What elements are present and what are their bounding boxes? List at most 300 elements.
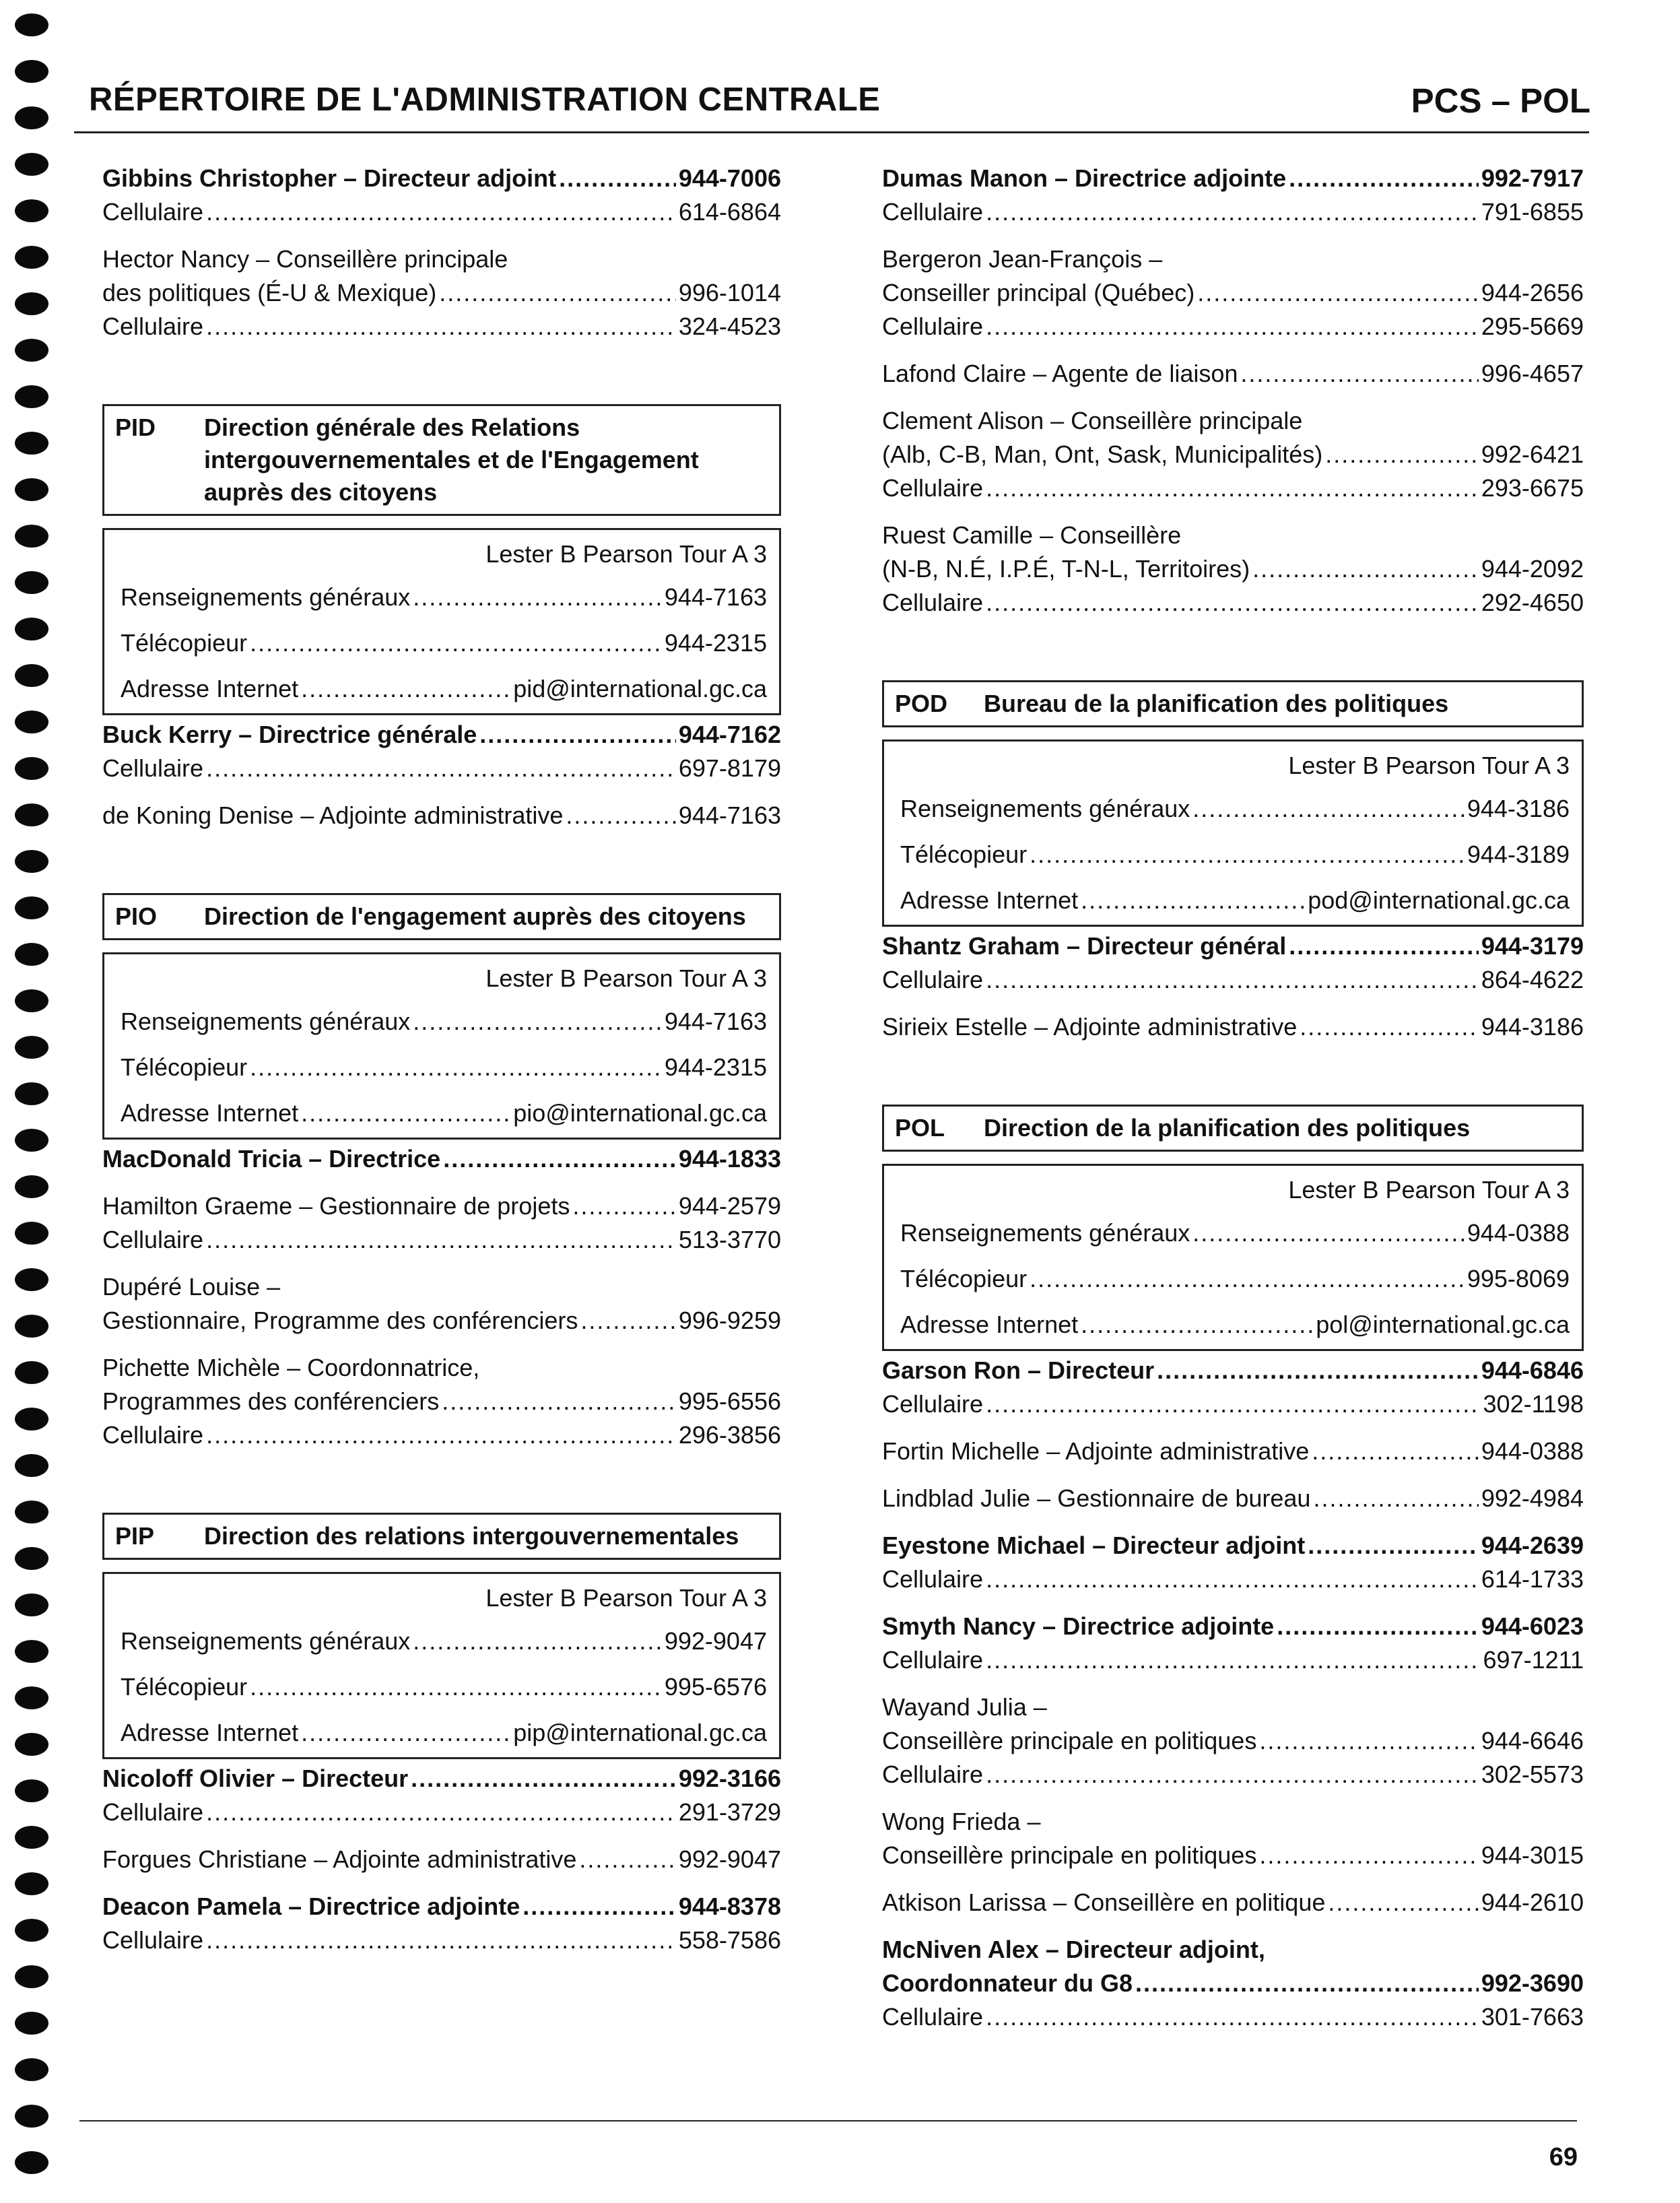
unit-contact-box xyxy=(882,739,1584,927)
section-gap xyxy=(102,357,781,391)
directory-entry xyxy=(102,1189,781,1257)
entry-line xyxy=(882,1435,1584,1468)
phone-number: 944-3179 xyxy=(1481,932,1584,960)
general-info xyxy=(900,786,1570,832)
fax-value: 944-2315 xyxy=(664,1053,767,1081)
entry-line xyxy=(102,162,781,195)
phone-number: 944-2092 xyxy=(1481,555,1584,583)
dot-leader xyxy=(986,1643,1480,1677)
directory-entry xyxy=(882,1435,1584,1468)
phone-number: 996-9259 xyxy=(678,1307,781,1334)
fax xyxy=(121,1045,767,1090)
dot-leader xyxy=(301,1090,510,1136)
dot-leader xyxy=(1313,1482,1478,1515)
dot-leader xyxy=(250,620,662,666)
cell-number: 302-1198 xyxy=(1483,1390,1584,1418)
entry-label: Conseillère principale en politiques xyxy=(882,1727,1257,1754)
phone-number: 992-6421 xyxy=(1481,440,1584,468)
section-gap xyxy=(882,1057,1584,1091)
dot-leader xyxy=(1030,832,1465,878)
unit-name: Direction de la planification des politiques xyxy=(984,1114,1471,1142)
entry-line xyxy=(882,929,1584,963)
entry-line xyxy=(882,1354,1584,1387)
dot-leader xyxy=(206,1418,676,1452)
directory-entry xyxy=(882,404,1584,505)
unit-contact-box xyxy=(882,1164,1584,1351)
entry-label: Fortin Michelle – Adjointe administrative xyxy=(882,1437,1310,1465)
entry-line xyxy=(882,1839,1584,1872)
dot-leader xyxy=(986,471,1479,505)
entry-label: Eyestone Michael – Directeur adjoint xyxy=(882,1532,1306,1559)
phone-number: 995-6556 xyxy=(678,1387,781,1415)
unit-code: POD xyxy=(895,690,948,717)
cell-number: 697-8179 xyxy=(678,754,781,782)
section-gap xyxy=(102,846,781,880)
entry-label: Ruest Camille – Conseillère xyxy=(882,521,1182,549)
general-info xyxy=(121,574,767,620)
fax-label: Télécopieur xyxy=(121,1673,248,1701)
right-column xyxy=(882,162,1584,2047)
unit-header-box xyxy=(102,893,781,940)
binder-hole xyxy=(15,106,48,129)
entry-line xyxy=(102,1142,781,1176)
binder-hole xyxy=(15,664,48,687)
binder-hole xyxy=(15,1036,48,1059)
fax-label: Télécopieur xyxy=(121,629,248,657)
phone-number: 944-7162 xyxy=(678,721,781,748)
dot-leader xyxy=(413,1618,662,1664)
fax xyxy=(121,1664,767,1710)
binder-hole xyxy=(15,1082,48,1105)
dot-leader xyxy=(559,162,676,195)
dot-leader xyxy=(413,574,662,620)
internet-address-label: Adresse Internet xyxy=(121,675,299,702)
entry-label: Cellulaire xyxy=(882,198,984,226)
dot-leader xyxy=(579,1843,676,1876)
dot-leader xyxy=(1308,1529,1479,1563)
entry-label: Atkison Larissa – Conseillère en politique xyxy=(882,1888,1326,1916)
directory-entry xyxy=(882,1933,1584,2034)
internet-address-label: Adresse Internet xyxy=(900,1311,1079,1338)
directory-entry xyxy=(882,1886,1584,1919)
unit-staff-list xyxy=(102,1142,781,1452)
unit-code: POL xyxy=(895,1114,945,1142)
entry-label: Garson Ron – Directeur xyxy=(882,1356,1155,1384)
entry-line xyxy=(102,276,781,310)
general-info-label: Renseignements généraux xyxy=(121,583,411,611)
entry-label: Hamilton Graeme – Gestionnaire de projets xyxy=(102,1192,570,1220)
entry-label: Pichette Michèle – Coordonnatrice, xyxy=(102,1354,480,1381)
directory-entry xyxy=(882,1805,1584,1872)
binder-hole xyxy=(15,1222,48,1245)
internet-address-value[interactable]: pid@international.gc.ca xyxy=(513,675,767,702)
phone-number: 944-2656 xyxy=(1481,279,1584,306)
binder-hole xyxy=(15,1547,48,1570)
unit-name: Bureau de la planification des politiques xyxy=(984,690,1449,717)
dot-leader xyxy=(986,586,1479,620)
binder-hole xyxy=(15,1779,48,1802)
binder-hole xyxy=(15,2105,48,2128)
cell-number: 295-5669 xyxy=(1481,313,1584,340)
entry-line xyxy=(882,586,1584,620)
entry-label: Cellulaire xyxy=(882,1646,984,1674)
binder-hole xyxy=(15,618,48,640)
phone-number: 992-3166 xyxy=(678,1765,781,1792)
entry-line xyxy=(102,242,781,276)
entry-label: Cellulaire xyxy=(882,1761,984,1788)
entry-line xyxy=(102,1270,781,1304)
entry-line xyxy=(882,1690,1584,1724)
entry-line xyxy=(102,1923,781,1957)
entry-label: Gestionnaire, Programme des conférenciers xyxy=(102,1307,578,1334)
left-column xyxy=(102,162,781,1971)
dot-leader xyxy=(1289,929,1479,963)
fax-label: Télécopieur xyxy=(121,1053,248,1081)
entry-label: Wayand Julia – xyxy=(882,1693,1047,1721)
dot-leader xyxy=(479,718,676,752)
phone-number: 996-1014 xyxy=(678,279,781,306)
fax xyxy=(900,1256,1570,1302)
entry-line xyxy=(882,1758,1584,1791)
general-info xyxy=(900,1210,1570,1256)
unit-address: Lester B Pearson Tour A 3 xyxy=(485,964,767,992)
dot-leader xyxy=(250,1045,662,1090)
dot-leader xyxy=(1312,1435,1479,1468)
binder-hole xyxy=(15,339,48,362)
directory-entry xyxy=(882,519,1584,620)
dot-leader xyxy=(1259,1839,1479,1872)
dot-leader xyxy=(986,1387,1480,1421)
cell-number: 291-3729 xyxy=(678,1798,781,1826)
unit-staff-list xyxy=(882,1354,1584,2034)
unit-contact-box xyxy=(102,1572,781,1759)
entry-line xyxy=(102,1351,781,1385)
unit-contact-box xyxy=(102,528,781,715)
fax-label: Télécopieur xyxy=(900,1265,1028,1292)
general-info xyxy=(121,1618,767,1664)
internet-address-value[interactable]: pio@international.gc.ca xyxy=(513,1099,767,1127)
entry-label: Cellulaire xyxy=(102,1226,204,1253)
dot-leader xyxy=(572,1189,676,1223)
directory-entry xyxy=(882,242,1584,343)
dot-leader xyxy=(413,999,662,1045)
unit-staff-list xyxy=(102,1762,781,1957)
unit-address: Lester B Pearson Tour A 3 xyxy=(1288,1176,1570,1204)
header-rule xyxy=(74,131,1589,133)
dot-leader xyxy=(206,195,676,229)
entry-label: Cellulaire xyxy=(882,2003,984,2031)
unit-code: PIO xyxy=(115,902,158,930)
dot-leader xyxy=(206,1223,676,1257)
dot-leader xyxy=(1135,1967,1479,2000)
directory-entry xyxy=(102,162,781,229)
binder-hole xyxy=(15,525,48,548)
entry-line xyxy=(102,1796,781,1829)
entry-label: Cellulaire xyxy=(102,1926,204,1954)
general-info-value: 992-9047 xyxy=(664,1627,767,1655)
entry-line xyxy=(882,963,1584,997)
directory-entry xyxy=(882,1010,1584,1044)
binder-hole xyxy=(15,1593,48,1616)
internet-address-label: Adresse Internet xyxy=(900,886,1079,914)
entry-label: Gibbins Christopher – Directeur adjoint xyxy=(102,164,557,192)
entry-label: Cellulaire xyxy=(882,1390,984,1418)
entry-line xyxy=(102,1385,781,1418)
entry-line xyxy=(882,1387,1584,1421)
binder-hole xyxy=(15,1315,48,1338)
entry-line xyxy=(102,752,781,785)
unit-address: Lester B Pearson Tour A 3 xyxy=(485,540,767,568)
general-info-value: 944-7163 xyxy=(664,1008,767,1035)
directory-entry xyxy=(882,1482,1584,1515)
unit-header-box xyxy=(102,1513,781,1560)
phone-number: 992-9047 xyxy=(678,1845,781,1873)
page-number: 69 xyxy=(1549,2143,1578,2171)
binder-hole xyxy=(15,1408,48,1431)
entry-line xyxy=(882,1610,1584,1643)
binder-hole xyxy=(15,943,48,966)
cell-number: 293-6675 xyxy=(1481,474,1584,502)
cell-number: 614-1733 xyxy=(1481,1565,1584,1593)
general-info-label: Renseignements généraux xyxy=(121,1008,411,1035)
dot-leader xyxy=(206,1923,676,1957)
binder-hole xyxy=(15,2151,48,2174)
entry-line xyxy=(882,1724,1584,1758)
dot-leader xyxy=(439,276,676,310)
binder-hole xyxy=(15,803,48,826)
entry-line xyxy=(882,310,1584,343)
fax xyxy=(900,832,1570,878)
internet-address-value[interactable]: pol@international.gc.ca xyxy=(1316,1311,1570,1338)
phone-number: 944-6023 xyxy=(1481,1612,1584,1640)
binder-hole xyxy=(15,1268,48,1291)
entry-line xyxy=(882,1529,1584,1563)
entry-label: Cellulaire xyxy=(102,313,204,340)
general-info-label: Renseignements généraux xyxy=(121,1627,411,1655)
dot-leader xyxy=(1081,1302,1313,1348)
page-range: PCS – POL xyxy=(1411,81,1590,120)
entry-line xyxy=(882,404,1584,438)
unit-header-box xyxy=(882,680,1584,727)
dot-leader xyxy=(580,1304,676,1338)
entry-line xyxy=(882,1482,1584,1515)
unit-contact-box xyxy=(102,952,781,1140)
entry-label: Cellulaire xyxy=(882,313,984,340)
cell-number: 301-7663 xyxy=(1481,2003,1584,2031)
binder-hole xyxy=(15,246,48,269)
entry-label: Smyth Nancy – Directrice adjointe xyxy=(882,1612,1275,1640)
unit-address: Lester B Pearson Tour A 3 xyxy=(485,1584,767,1612)
directory-entry xyxy=(102,1270,781,1338)
phone-number: 944-7163 xyxy=(678,801,781,829)
cell-number: 864-4622 xyxy=(1481,966,1584,993)
general-info xyxy=(121,999,767,1045)
dot-leader xyxy=(986,1563,1479,1596)
dot-leader xyxy=(301,666,510,712)
entry-line xyxy=(102,1418,781,1452)
entry-label: Buck Kerry – Directrice générale xyxy=(102,721,477,748)
binder-hole xyxy=(15,896,48,919)
fax-value: 944-3189 xyxy=(1467,841,1570,868)
dot-leader xyxy=(1300,1010,1479,1044)
dot-leader xyxy=(411,1762,676,1796)
internet-address-value[interactable]: pip@international.gc.ca xyxy=(513,1719,767,1746)
unit-header-box xyxy=(882,1105,1584,1152)
unit-code: PID xyxy=(115,414,156,441)
phone-number: 992-4984 xyxy=(1481,1484,1584,1512)
entry-line xyxy=(882,519,1584,552)
directory-entry xyxy=(102,1142,781,1176)
binder-hole xyxy=(15,757,48,780)
directory-entry xyxy=(102,1843,781,1876)
dot-leader xyxy=(1252,552,1479,586)
entry-label: (Alb, C-B, Man, Ont, Sask, Municipalités) xyxy=(882,440,1323,468)
binder-hole xyxy=(15,1129,48,1152)
fax-value: 995-6576 xyxy=(664,1673,767,1701)
fax xyxy=(121,620,767,666)
cell-number: 513-3770 xyxy=(678,1226,781,1253)
binder-hole xyxy=(15,1919,48,1942)
entry-label: Programmes des conférenciers xyxy=(102,1387,440,1415)
entry-label: Lindblad Julie – Gestionnaire de bureau xyxy=(882,1484,1311,1512)
dot-leader xyxy=(206,310,676,343)
phone-number: 944-3186 xyxy=(1481,1013,1584,1041)
binder-hole xyxy=(15,1640,48,1663)
dot-leader xyxy=(986,2000,1479,2034)
internet-address-value[interactable]: pod@international.gc.ca xyxy=(1308,886,1570,914)
directory-entry xyxy=(882,1690,1584,1791)
phone-number: 944-8378 xyxy=(678,1893,781,1920)
entry-label: Lafond Claire – Agente de liaison xyxy=(882,360,1238,387)
entry-line xyxy=(882,552,1584,586)
directory-entry xyxy=(882,1610,1584,1677)
internet-address xyxy=(900,878,1570,923)
directory-entry xyxy=(102,1890,781,1957)
entry-line xyxy=(102,195,781,229)
phone-number: 944-2610 xyxy=(1481,1888,1584,1916)
entry-line xyxy=(882,471,1584,505)
cell-number: 614-6864 xyxy=(678,198,781,226)
dot-leader xyxy=(1192,786,1465,832)
dot-leader xyxy=(301,1710,510,1756)
directory-entry xyxy=(102,1351,781,1452)
entry-line xyxy=(882,1010,1584,1044)
dot-leader xyxy=(1325,438,1479,471)
dot-leader xyxy=(1157,1354,1479,1387)
phone-number: 944-3015 xyxy=(1481,1841,1584,1869)
binder-hole xyxy=(15,989,48,1012)
directory-entry xyxy=(882,1529,1584,1596)
dot-leader xyxy=(1277,1610,1479,1643)
entry-label: Cellulaire xyxy=(882,474,984,502)
binder-hole xyxy=(15,385,48,408)
dot-leader xyxy=(986,1758,1479,1791)
entry-line xyxy=(882,195,1584,229)
entry-label: Dupéré Louise – xyxy=(102,1273,281,1301)
entry-label: de Koning Denise – Adjointe administrative xyxy=(102,801,564,829)
phone-number: 992-3690 xyxy=(1481,1969,1584,1997)
entry-line xyxy=(882,1886,1584,1919)
entry-label: Bergeron Jean-François – xyxy=(882,245,1163,273)
directory-entry xyxy=(882,1354,1584,1421)
footer-rule xyxy=(79,2120,1577,2122)
entry-label: des politiques (É-U & Mexique) xyxy=(102,279,437,306)
entry-label: Cellulaire xyxy=(102,754,204,782)
entry-label: Nicoloff Olivier – Directeur xyxy=(102,1765,409,1792)
binder-hole xyxy=(15,711,48,733)
unit-name: Direction générale des Relations intergouvernementales et de l'Engagement auprès des citoyens xyxy=(204,414,699,506)
cell-number: 558-7586 xyxy=(678,1926,781,1954)
binder-hole xyxy=(15,1361,48,1384)
phone-number: 944-6646 xyxy=(1481,1727,1584,1754)
binder-hole xyxy=(15,1501,48,1523)
binder-hole xyxy=(15,199,48,222)
general-info-label: Renseignements généraux xyxy=(900,1219,1190,1247)
cell-number: 791-6855 xyxy=(1481,198,1584,226)
binder-hole xyxy=(15,2012,48,2035)
general-info-label: Renseignements généraux xyxy=(900,795,1190,822)
phone-number: 944-2639 xyxy=(1481,1532,1584,1559)
entry-line xyxy=(102,310,781,343)
entry-label: McNiven Alex – Directeur adjoint, xyxy=(882,1936,1265,1963)
binder-hole xyxy=(15,1826,48,1849)
binder-hole xyxy=(15,153,48,176)
binder-hole xyxy=(15,13,48,36)
phone-number: 944-1833 xyxy=(678,1145,781,1173)
phone-number: 992-7917 xyxy=(1481,164,1584,192)
entry-line xyxy=(882,357,1584,391)
general-info-value: 944-0388 xyxy=(1467,1219,1570,1247)
entry-label: Cellulaire xyxy=(882,966,984,993)
entry-label: Sirieix Estelle – Adjointe administrative xyxy=(882,1013,1298,1041)
binder-hole xyxy=(15,1965,48,1988)
entry-line xyxy=(102,1762,781,1796)
binder-hole xyxy=(15,571,48,594)
directory-entry xyxy=(102,799,781,832)
binder-hole xyxy=(15,432,48,455)
directory-entry xyxy=(882,162,1584,229)
entry-line xyxy=(882,438,1584,471)
binder-hole xyxy=(15,1686,48,1709)
entry-line xyxy=(882,1643,1584,1677)
dot-leader xyxy=(442,1385,676,1418)
dot-leader xyxy=(206,752,676,785)
binder-hole xyxy=(15,850,48,873)
binder-hole xyxy=(15,2058,48,2081)
internet-address-label: Adresse Internet xyxy=(121,1719,299,1746)
entry-line xyxy=(102,799,781,832)
fax-value: 944-2315 xyxy=(664,629,767,657)
directory-entry xyxy=(882,357,1584,391)
binder-holes xyxy=(15,13,53,2196)
entry-label: Hector Nancy – Conseillère principale xyxy=(102,245,508,273)
entry-line xyxy=(102,1890,781,1923)
directory-entry xyxy=(102,1762,781,1829)
binder-hole xyxy=(15,60,48,83)
entry-line xyxy=(882,242,1584,276)
dot-leader xyxy=(1259,1724,1479,1758)
phone-number: 996-4657 xyxy=(1481,360,1584,387)
fax-value: 995-8069 xyxy=(1467,1265,1570,1292)
entry-line xyxy=(882,1967,1584,2000)
directory-entry xyxy=(102,718,781,785)
cell-number: 302-5573 xyxy=(1481,1761,1584,1788)
entry-label: Deacon Pamela – Directrice adjointe xyxy=(102,1893,520,1920)
unit-code: PIP xyxy=(115,1522,155,1550)
dot-leader xyxy=(1192,1210,1465,1256)
dot-leader xyxy=(443,1142,676,1176)
entry-label: Cellulaire xyxy=(102,198,204,226)
